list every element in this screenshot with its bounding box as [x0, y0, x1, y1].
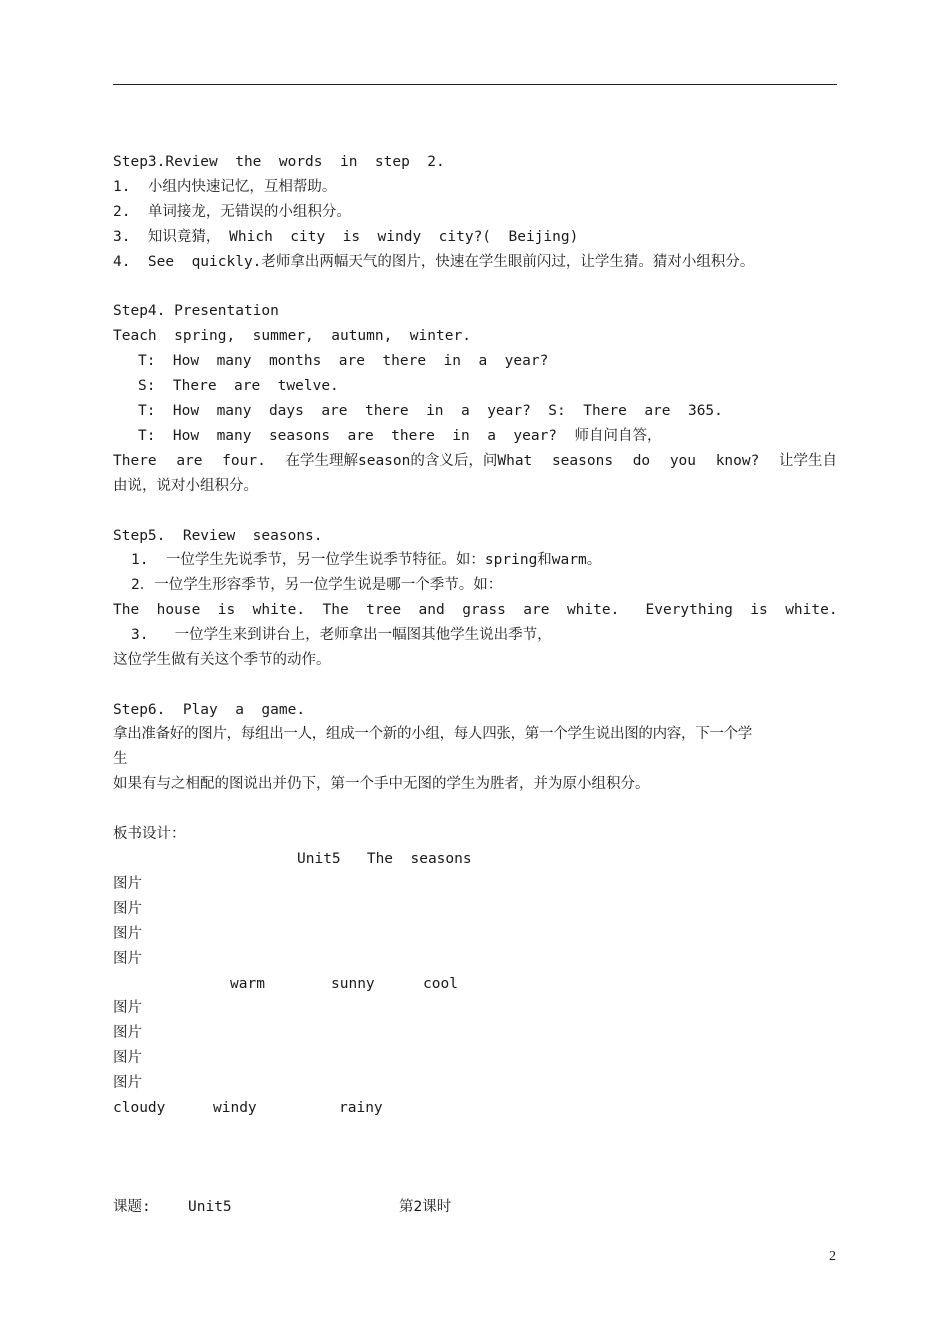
step6-title: Step6. Play a game. [113, 702, 306, 718]
step5-item-1: 1. 一位学生先说季节，另一位学生说季节特征。如：spring和warm。 [131, 552, 602, 568]
board-picture-placeholder: 图片 [113, 1050, 142, 1066]
word: seasons [551, 453, 614, 469]
step4-paragraph-line-2: 由说，说对小组积分。 [113, 478, 258, 494]
word: do [632, 453, 651, 469]
step4-teach: Teach spring, summer, autumn, winter. [113, 328, 471, 344]
step6-line-1: 拿出准备好的图片，每组出一人，组成一个新的小组，每人四张，第一个学生说出图的内容，下一个学 [113, 726, 752, 742]
board-word-cool: cool [423, 976, 458, 992]
lesson-period: 第2课时 [399, 1199, 452, 1215]
board-picture-placeholder: 图片 [113, 1000, 142, 1016]
step5-item-3-continued: 这位学生做有关这个季节的动作。 [113, 652, 331, 668]
page-number: 2 [829, 1249, 836, 1264]
lesson-label: 课题: [113, 1199, 151, 1215]
board-word-windy: windy [213, 1100, 257, 1116]
board-picture-placeholder: 图片 [113, 951, 142, 967]
word: 让学生自 [779, 453, 837, 469]
board-word-cloudy: cloudy [113, 1100, 166, 1116]
step5-item-2: 2．一位学生形容季节，另一位学生说是哪一个季节。如： [131, 577, 503, 593]
board-picture-placeholder: 图片 [113, 1025, 142, 1041]
step4-dialogue-2: S: There are twelve. [138, 378, 339, 394]
board-picture-placeholder: 图片 [113, 876, 142, 892]
step4-paragraph-line-1 [113, 451, 837, 471]
word: you [669, 453, 697, 469]
lesson-unit: Unit5 [188, 1199, 232, 1215]
step3-item-4: 4. See quickly.老师拿出两幅天气的图片，快速在学生眼前闪过，让学生猜。猜对小组积分。 [113, 254, 755, 270]
step3-item-3: 3. 知识竟猜， Which city is windy city?( Beijing) [113, 229, 579, 245]
board-word-rainy: rainy [339, 1100, 383, 1116]
word: 在学生理解season的含义后，问What [285, 453, 533, 469]
word: know? [715, 453, 760, 469]
step6-line-3: 如果有与之相配的图说出并仍下，第一个手中无图的学生为胜者，并为原小组积分。 [113, 776, 650, 792]
step5-item-3: 3. 一位学生来到讲台上，老师拿出一幅图其他学生说出季节， [131, 627, 552, 643]
step4-dialogue-4: T: How many seasons are there in a year? 师自问自答， [138, 428, 662, 444]
step4-dialogue-1: T: How many months are there in a year? [138, 353, 549, 369]
word: are [176, 453, 203, 469]
board-picture-placeholder: 图片 [113, 926, 142, 942]
word: There [113, 453, 157, 469]
board-heading: 板书设计： [113, 826, 186, 842]
step4-dialogue-3: T: How many days are there in a year? S: There are 365. [138, 403, 723, 419]
board-picture-placeholder: 图片 [113, 901, 142, 917]
step4-title: Step4. Presentation [113, 303, 279, 319]
board-word-sunny: sunny [331, 976, 375, 992]
board-word-warm: warm [230, 976, 265, 992]
step5-example: The house is white. The tree and grass are white. Everything is white. [113, 602, 838, 618]
step6-line-2: 生 [113, 751, 128, 767]
board-picture-placeholder: 图片 [113, 1075, 142, 1091]
header-rule [113, 84, 837, 85]
word: four. [222, 453, 266, 469]
step3-item-2: 2. 单词接龙，无错误的小组积分。 [113, 204, 351, 220]
step5-title: Step5. Review seasons. [113, 528, 323, 544]
step3-title: Step3.Review the words in step 2. [113, 154, 445, 170]
step3-item-1: 1. 小组内快速记忆，互相帮助。 [113, 179, 337, 195]
board-unit-title: Unit5 The seasons [297, 851, 472, 867]
